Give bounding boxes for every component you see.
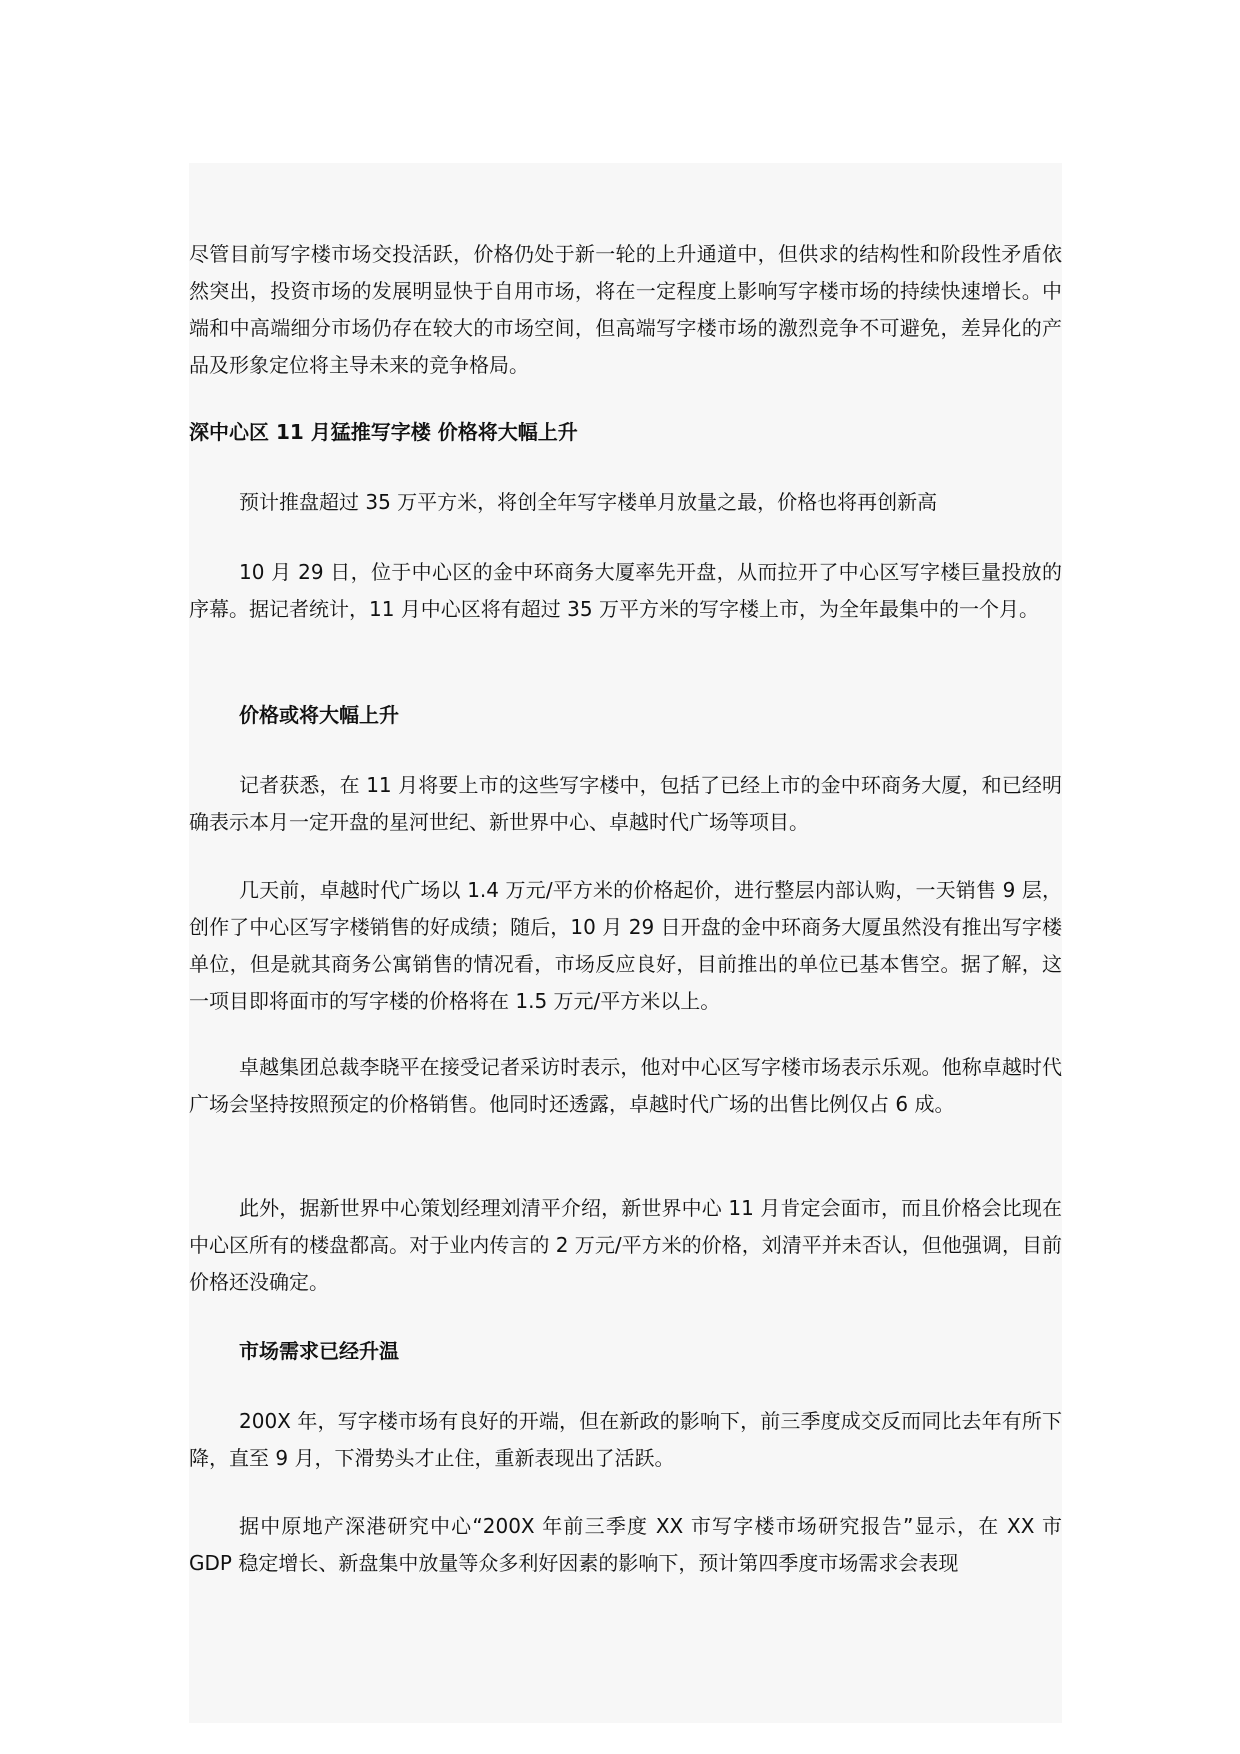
paragraph-market-overview: 尽管目前写字楼市场交投活跃，价格仍处于新一轮的上升通道中，但供求的结构性和阶段性矛盾依然突出，投资市场的发展明显快于自用市场，将在一定程度上影响写字楼市场的持续快速增长。中端和中高端细分市场仍存在较大的市场空间，但高端写字楼市场的激烈竞争不可避免，差异化的产品及形象定位将主导未来的竞争格局。 [189,242,1062,377]
paragraph-new-world: 此外，据新世界中心策划经理刘清平介绍，新世界中心 11 月肯定会面市，而且价格会比现在中心区所有的楼盘都高。对于业内传言的 2 万元/平方米的价格，刘清平并未否认，但他强调，目前价格还没确定。 [189,1196,1062,1294]
paragraph-subtitle: 预计推盘超过 35 万平方米，将创全年写字楼单月放量之最，价格也将再创新高 [239,490,938,514]
paragraph-market-start: 200X 年，写字楼市场有良好的开端，但在新政的影响下，前三季度成交反而同比去年有所下降，直至 9 月，下滑势头才止住，重新表现出了活跃。 [189,1409,1062,1470]
paragraph-projects: 记者获悉，在 11 月将要上市的这些写字楼中，包括了已经上市的金中环商务大厦，和已经明确表示本月一定开盘的星河世纪、新世界中心、卓越时代广场等项目。 [189,773,1062,834]
section-heading-demand: 市场需求已经升温 [239,1339,399,1363]
paragraph-opening: 10 月 29 日，位于中心区的金中环商务大厦率先开盘，从而拉开了中心区写字楼巨量投放的序幕。据记者统计，11 月中心区将有超过 35 万平方米的写字楼上市，为全年最集中的一个月。 [189,560,1062,621]
paragraph-zhuoyue: 卓越集团总裁李晓平在接受记者采访时表示，他对中心区写字楼市场表示乐观。他称卓越时代广场会坚持按照预定的价格销售。他同时还透露，卓越时代广场的出售比例仅占 6 成。 [189,1055,1062,1116]
paragraph-research-report: 据中原地产深港研究中心“200X 年前三季度 XX 市写字楼市场研究报告”显示，在 XX 市 GDP 稳定增长、新盘集中放量等众多利好因素的影响下，预计第四季度市场需求会表现 [189,1514,1062,1575]
section-heading-price: 价格或将大幅上升 [239,703,399,727]
paragraph-sales: 几天前，卓越时代广场以 1.4 万元/平方米的价格起价，进行整层内部认购，一天销售 9 层，创作了中心区写字楼销售的好成绩；随后，10 月 29 日开盘的金中环商务大厦虽然没有推出写字楼单位，但是就其商务公寓销售的情况看，市场反应良好，目前推出的单位已基本售空。据了解，这一项目即将面市的写字楼的价格将在 1.5 万元/平方米以上。 [189,878,1062,1013]
article-headline: 深中心区 11 月猛推写字楼 价格将大幅上升 [189,420,578,444]
